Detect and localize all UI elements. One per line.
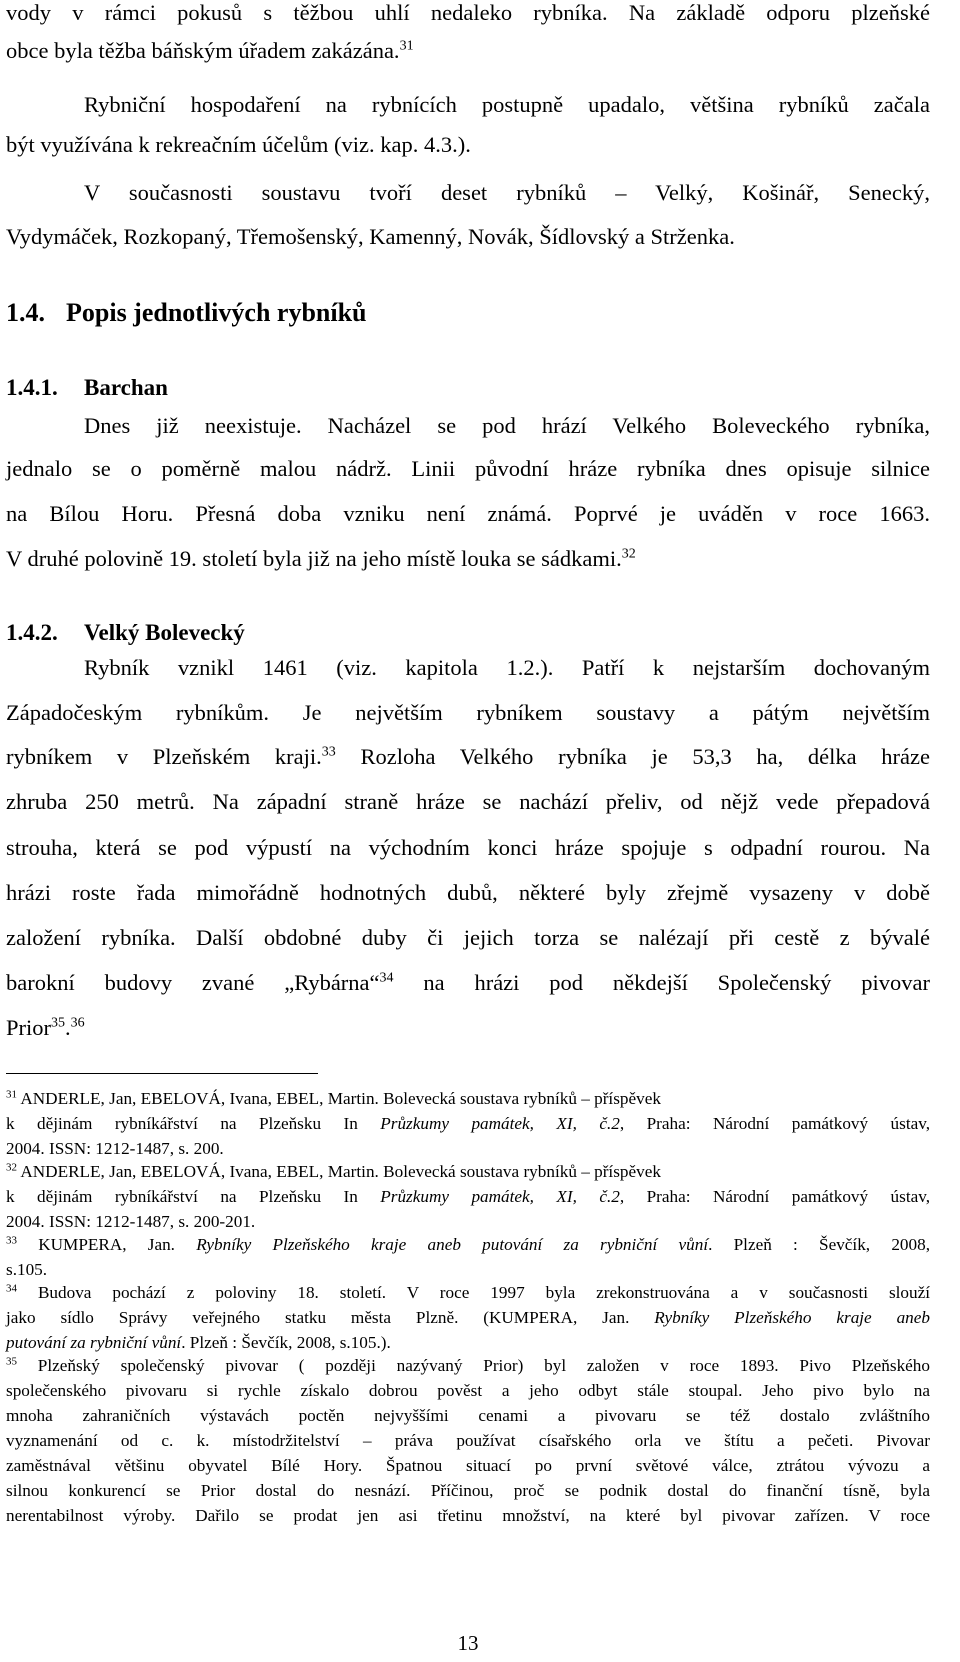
section-heading — [6, 300, 367, 326]
body-line: být využívána k rekreačním účelům (viz. kap. 4.3.). — [6, 132, 471, 157]
footnote-33: $^{33}$ KUMPERA, Jan. Rybníky Plzeňského kraje aneb putování za rybniční vůní. Plzeň : Ševčík, 2008, — [6, 1234, 930, 1254]
footnote-line: 2004. ISSN: 1212-1487, s. 200-201. — [6, 1212, 256, 1231]
footnote-line: k dějinám rybníkářství na Plzeňsku In Průzkumy památek, XI, č.2, Praha: Národní památkový ústav, — [6, 1187, 931, 1206]
body-line: jednalo se o poměrně malou nádrž. Linii původní hráze rybníka dnes opisuje silnice — [6, 456, 930, 481]
footnote-34: $^{34}$ Budova pochází z poloviny 18. století. V roce 1997 byla zrekonstruována a v současnosti slouží — [6, 1282, 931, 1302]
body-line: Dnes již neexistuje. Nacházel se pod hrází Velkého Boleveckého rybníka, — [84, 413, 930, 438]
subsection-heading — [6, 621, 245, 644]
body-line: zhruba 250 metrů. Na západní straně hráze se nachází přeliv, od nějž vede přepadová — [6, 789, 930, 814]
footnote-mark: 33 — [6, 1234, 17, 1247]
footnote-mark: 31 — [6, 1088, 17, 1101]
body-line: Rybniční hospodaření na rybnících postupně upadalo, většina rybníků začala — [84, 92, 930, 117]
body-line: Rybník vznikl 1461 (viz. kapitola 1.2.). Patří k nejstarším dochovaným — [84, 655, 930, 680]
body-line: barokní budovy zvané „Rybárna“$^{34}$ na hrázi pod někdejší Společenský pivovar — [6, 970, 930, 995]
footnote-ref[interactable]: 33 — [321, 744, 336, 760]
body-line: V druhé polovině 19. století byla již na jeho místě louka se sádkami.$^{32}$ — [6, 546, 636, 571]
subsection-title: Velký Bolevecký — [84, 620, 245, 645]
footnote-line: společenského pivovaru si rychle získalo dobrou pověst a jeho odbyt stále stoupal. Jeho pivo bylo na — [6, 1381, 930, 1400]
section-number: 1.4. — [6, 298, 45, 327]
subsection-title: Barchan — [84, 375, 168, 400]
footnote-line: nerentabilnost výroby. Dařilo se prodat jen asi třetinu množství, na které byl pivovar zařízen. V roce — [6, 1506, 930, 1525]
body-line: vody v rámci pokusů s těžbou uhlí nedaleko rybníka. Na základě odporu plzeňské — [6, 0, 930, 25]
body-line: Vydymáček, Rozkopaný, Třemošenský, Kamenný, Novák, Šídlovský a Strženka. — [6, 224, 735, 249]
footnote-line: mnoha zahraničních výstavách poctěn nejvyššími cenami a pivovaru se též dostalo zvláštního — [6, 1406, 930, 1425]
footnote-ref[interactable]: 35 — [51, 1015, 65, 1031]
footnote-ref[interactable]: 34 — [379, 970, 394, 986]
footnote-35: $^{35}$ Plzeňský společenský pivovar ( později nazývaný Prior) byl založen v roce 1893. Pivo Plzeňského — [6, 1355, 930, 1375]
body-line: obce byla těžba báňským úřadem zakázána.$^{31}$ — [6, 38, 414, 63]
section-title: Popis jednotlivých rybníků — [66, 298, 367, 327]
footnote-line: k dějinám rybníkářství na Plzeňsku In Průzkumy památek, XI, č.2, Praha: Národní památkový ústav, — [6, 1114, 931, 1133]
footnote-line: silnou konkurencí se Prior dostal do nesnází. Příčinou, proč se podnik dostal do finanční tísně, byla — [6, 1481, 930, 1500]
subsection-number: 1.4.1. — [6, 375, 58, 400]
body-line: V současnosti soustavu tvoří deset rybníků – Velký, Košinář, Senecký, — [84, 180, 930, 205]
footnote-mark: 32 — [6, 1161, 17, 1174]
subsection-number: 1.4.2. — [6, 620, 58, 645]
subsection-heading — [6, 376, 168, 399]
body-line: strouha, která se pod výpustí na východním konci hráze spojuje s odpadní rourou. Na — [6, 835, 930, 860]
body-line: na Bílou Horu. Přesná doba vzniku není známá. Poprvé je uváděn v roce 1663. — [6, 501, 930, 526]
footnote-31: $^{31}$ ANDERLE, Jan, EBELOVÁ, Ivana, EBEL, Martin. Bolevecká soustava rybníků – příspěvek — [6, 1088, 661, 1108]
footnote-32: $^{32}$ ANDERLE, Jan, EBELOVÁ, Ivana, EBEL, Martin. Bolevecká soustava rybníků – příspěvek — [6, 1161, 661, 1181]
footnote-separator — [6, 1073, 318, 1074]
footnote-line: jako sídlo Správy veřejného statku města Plzně. (KUMPERA, Jan. Rybníky Plzeňského kraje aneb — [6, 1308, 930, 1327]
body-line: Prior$^{35}$.$^{36}$ — [6, 1015, 85, 1040]
footnote-mark: 34 — [6, 1282, 17, 1295]
page-number: 13 — [457, 1631, 479, 1655]
body-line: založení rybníka. Další obdobné duby či jejich torza se nalézají při cestě z bývalé — [6, 925, 930, 950]
body-line: rybníkem v Plzeňském kraji.$^{33}$ Rozloha Velkého rybníka je 53,3 ha, délka hráze — [6, 744, 931, 769]
body-line: hrázi roste řada mimořádně hodnotných dubů, některé byly zřejmě vysazeny v době — [6, 880, 930, 905]
footnote-line: s.105. — [6, 1260, 48, 1279]
footnote-mark: 35 — [6, 1355, 17, 1368]
footnote-line: vyznamenání od c. k. místodržitelství – práva používat císařského orla ve štítu a pečeti. Pivovar — [6, 1431, 930, 1450]
footnote-ref[interactable]: 32 — [621, 546, 636, 562]
body-line: Západočeským rybníkům. Je největším rybníkem soustavy a pátým největším — [6, 700, 930, 725]
footnote-line: zaměstnával většinu obyvatel Bílé Hory. Špatnou situací po první světové válce, ztrátou vývozu a — [6, 1456, 930, 1475]
footnote-line: putování za rybniční vůní. Plzeň : Ševčík, 2008, s.105.). — [6, 1333, 391, 1352]
footnote-ref[interactable]: 36 — [70, 1015, 85, 1031]
footnote-ref[interactable]: 31 — [399, 38, 414, 54]
footnote-line: 2004. ISSN: 1212-1487, s. 200. — [6, 1139, 224, 1158]
